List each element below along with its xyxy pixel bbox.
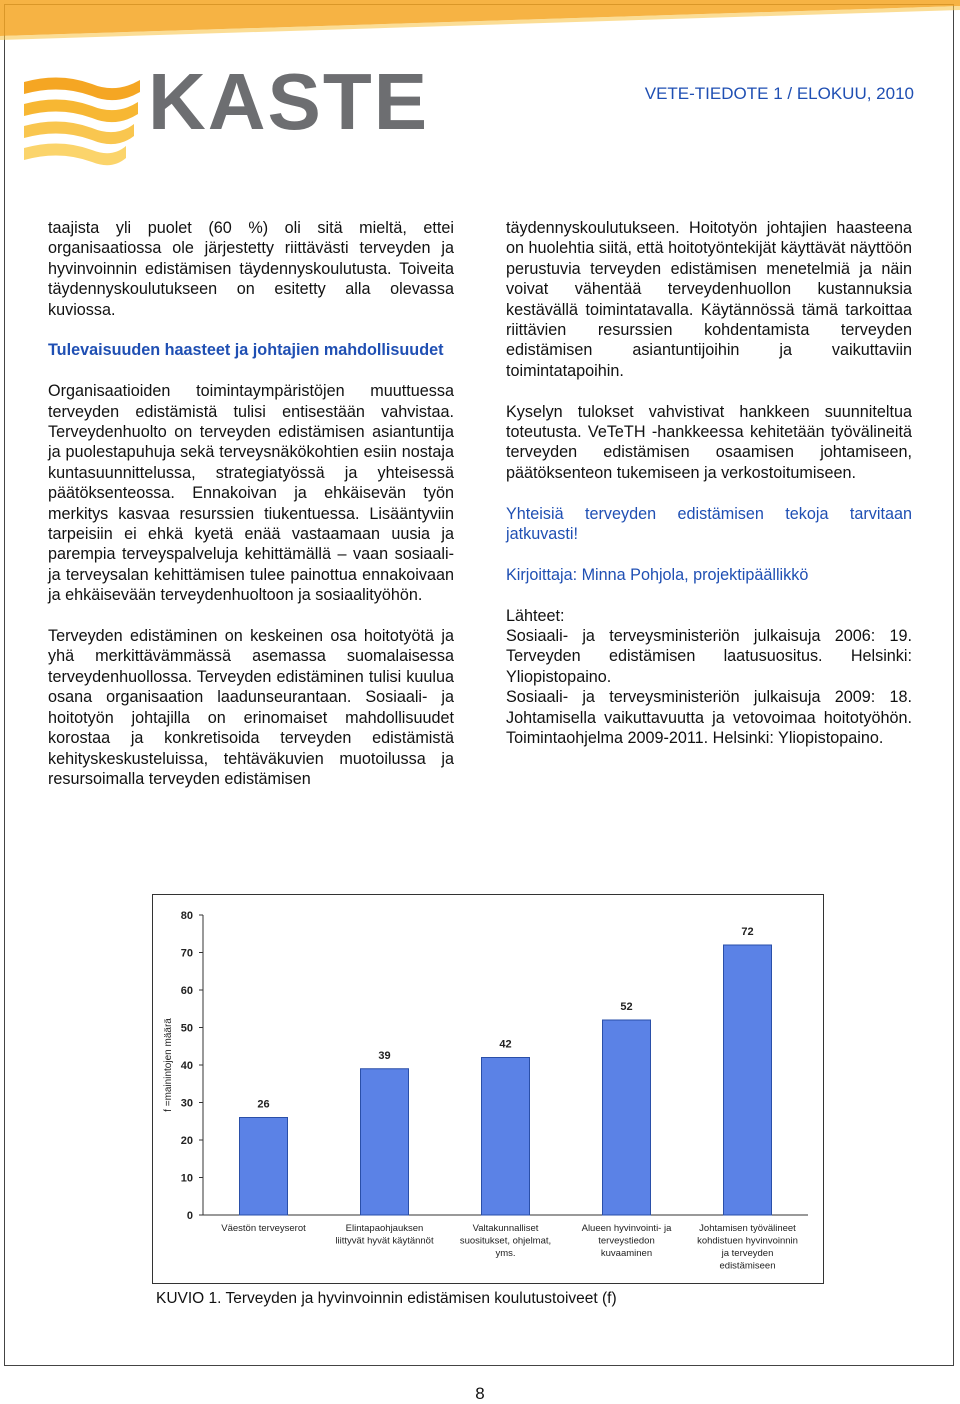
x-category-label-line: liittyvät hyvät käytännöt	[335, 1235, 434, 1247]
x-category-label	[697, 1223, 798, 1272]
y-tick-label: 70	[180, 947, 193, 960]
bar-value-label: 26	[257, 1098, 270, 1111]
y-tick-label: 60	[180, 985, 193, 997]
x-category-label-line: kuvaaminen	[600, 1248, 653, 1259]
right-paragraph-1: täydennyskoulutukseen. Hoitotyön johtajien haasteena on huolehtia siitä, että hoitotyöntekijät käyttävät näyttöön perustuvia terveyden edistämisen menetelmiä ja näin voivat vähentää terveydenhuollon kustannuksia kestävällä toimintatavalla. Käytännössä tämä tarkoittaa riittävien resurssien kohdentamista terveyden edistämisen asiantuntijoihin ja vaikuttaviin toimintatapoihin.	[506, 219, 912, 380]
source-1: Sosiaali- ja terveysministeriön julkaisuja 2006: 19. Terveyden edistämisen laatusuositus. Helsinki: Yliopistopaino.	[506, 627, 912, 686]
logo-wordmark: KASTE	[148, 57, 430, 146]
left-column	[48, 218, 454, 810]
x-category-label	[221, 1223, 306, 1234]
bar-value-label: 42	[499, 1038, 512, 1051]
y-axis-label: f =mainintojen määrä	[163, 1018, 174, 1112]
x-category-label	[582, 1223, 672, 1259]
x-category-label-line: terveystiedon	[598, 1235, 655, 1247]
x-category-label	[335, 1223, 434, 1247]
bar	[240, 1118, 288, 1216]
header-band	[0, 0, 960, 40]
figure-caption: KUVIO 1. Terveyden ja hyvinvoinnin edistämisen koulutustoiveet (f)	[156, 1290, 617, 1307]
x-category-label-line: Elintapaohjauksen	[345, 1223, 424, 1234]
x-category-label-line: kohdistuen hyvinvoinnin	[697, 1235, 798, 1247]
bar	[482, 1058, 530, 1216]
y-tick-label: 80	[180, 910, 193, 922]
issue-label: VETE-TIEDOTE 1 / ELOKUU, 2010	[644, 84, 914, 103]
chart-container	[152, 894, 824, 1284]
bar	[603, 1020, 651, 1215]
x-category-label-line: Johtamisen työvälineet	[699, 1223, 796, 1234]
x-category-label-line: yms.	[495, 1248, 516, 1259]
left-paragraph-3: Terveyden edistäminen on keskeinen osa hoitotyötä ja yhä merkittävämmässä asemassa suomalaisessa terveydenhuollossa. Terveyden edistäminen tulisi kuulua osana organisaation laadunseurantaan. Sosiaali- ja hoitotyön johtajilla on erinomaiset mahdollisuudet korostaa ja konkretisoida terveyden edistämistä kehityskeskusteluissa, tehtäväkuvien muotoilussa ja resursoimalla terveyden edistämisen	[48, 627, 454, 788]
right-paragraph-2: Kyselyn tulokset vahvistivat hankkeen suunniteltua toteutusta. VeTeTH -hankkeessa kehitetään työvälineitä terveyden edistämisen osaamisen johtamiseen, päätöksenteon tukemiseen ja verkostoitumiseen.	[506, 402, 912, 482]
source-2: Sosiaali- ja terveysministeriön julkaisuja 2009: 18. Johtamisella vaikuttavuutta ja vetovoimaa hoitotyöhön. Toimintaohjelma 2009-2011. Helsinki: Yliopistopaino.	[506, 688, 912, 748]
bar-chart	[153, 895, 823, 1283]
y-tick-label: 20	[180, 1135, 193, 1147]
x-category-label-line: ja terveyden	[721, 1248, 774, 1259]
bar-value-label: 52	[620, 1001, 633, 1013]
sources-title: Lähteet:	[506, 606, 565, 625]
y-tick-label: 0	[186, 1210, 193, 1222]
bar	[361, 1069, 409, 1215]
left-paragraph-2: Organisaatioiden toimintaympäristöjen muuttuessa terveyden edistämistä tulisi entisestään vahvistaa. Terveydenhuolto on terveyden edistämisen asiantuntija ja puolestapuhuja sekä terveysnäkökohtien esiin nostaja kuntasuunnittelussa, strategiatyössä ja yhteisessä päätöksenteossa. Ennakoivan ja ehkäisevän työn merkitys kasvaa resurssien tiukentuessa. Lisääntyviin tarpeisiin ei ehkä kyetä enää vastaamaan uusia ja parempia terveyspalveluja kehittämällä – vaan sosiaali- ja terveysalan kehittämisen tulee painottua ennakoivaan ja ehkäisevään terveydenhuoltoon ja sosiaalityöhön.	[48, 382, 454, 605]
x-category-label-line: Valtakunnalliset	[472, 1223, 539, 1234]
x-category-label	[460, 1223, 551, 1259]
left-paragraph-1: taajista yli puolet (60 %) oli sitä mieltä, ettei organisaatiossa ole järjestetty riittävästi terveyden ja hyvinvoinnin edistämisen täydennyskoulutusta. Toiveita täydennyskoulutukseen on esitetty alla olevassa kuviossa.	[48, 219, 454, 319]
page-number: 8	[475, 1384, 485, 1403]
y-tick-label: 50	[180, 1022, 193, 1035]
section-heading: Tulevaisuuden haasteet ja johtajien mahdollisuudet	[48, 341, 444, 360]
y-tick-label: 40	[180, 1060, 193, 1072]
x-category-label-line: Väestön terveyserot	[221, 1223, 306, 1234]
bar	[724, 945, 772, 1215]
right-paragraph-3: Yhteisiä terveyden edistämisen tekoja tarvitaan jatkuvasti!	[506, 504, 912, 544]
bar-value-label: 72	[741, 926, 754, 938]
author-line: Kirjoittaja: Minna Pohjola, projektipäällikkö	[506, 565, 809, 584]
right-column	[506, 218, 912, 749]
y-tick-label: 10	[180, 1172, 193, 1185]
x-category-label-line: Alueen hyvinvointi- ja	[581, 1223, 672, 1234]
x-category-label-line: edistämiseen	[719, 1260, 776, 1272]
bar-value-label: 39	[378, 1049, 391, 1062]
logo-waves-icon	[24, 77, 140, 165]
x-category-label-line: suositukset, ohjelmat,	[459, 1235, 552, 1247]
y-tick-label: 30	[180, 1097, 193, 1110]
